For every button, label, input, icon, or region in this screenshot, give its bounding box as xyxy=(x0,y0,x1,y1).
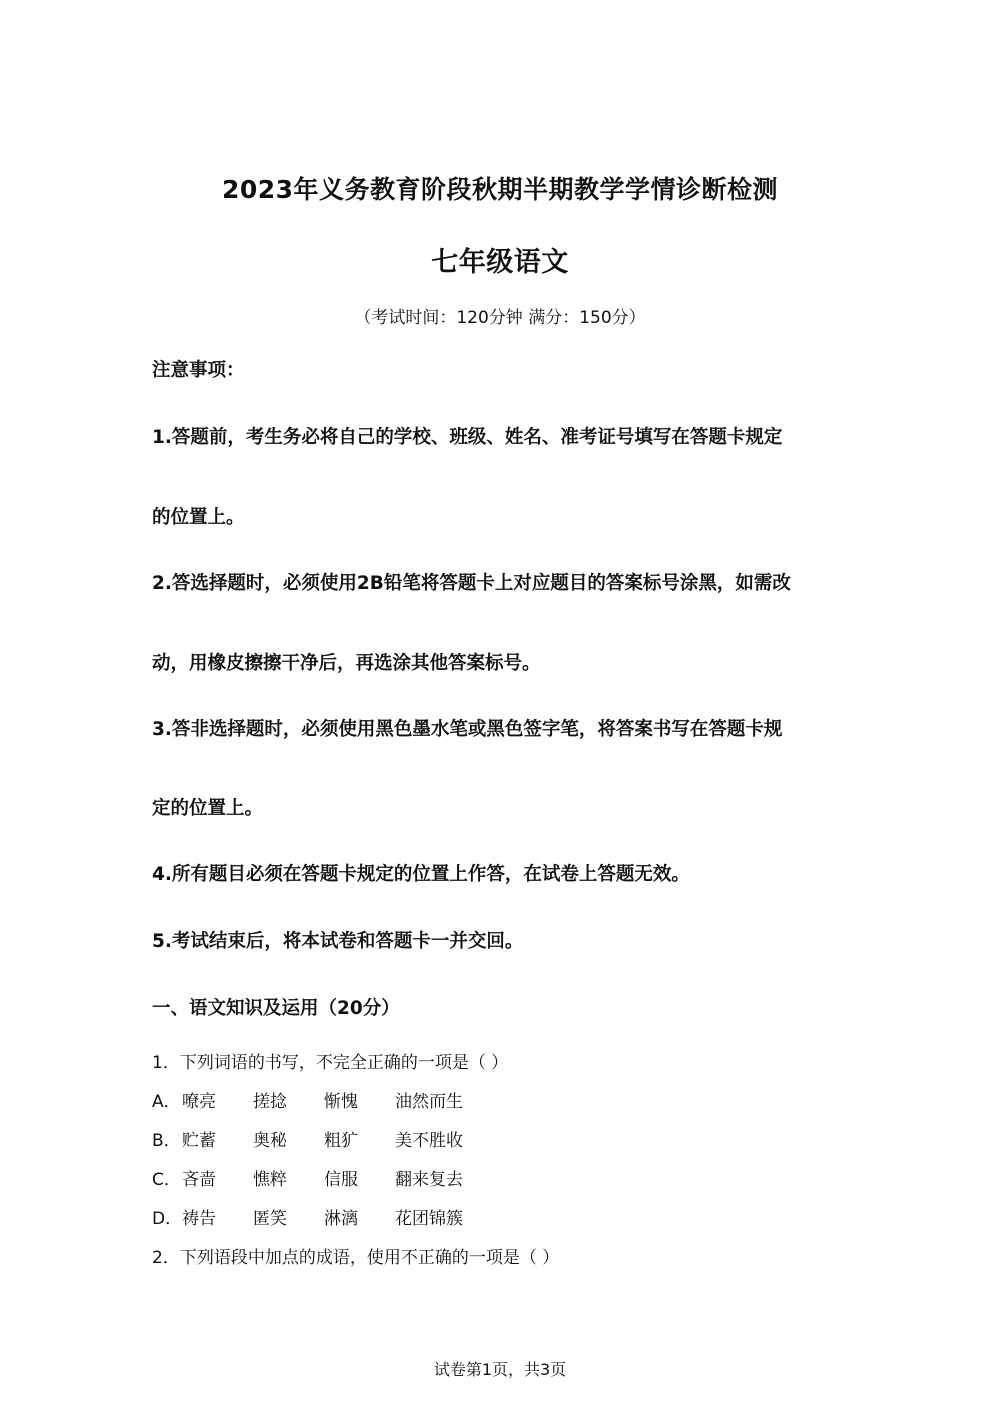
option-word: 奥秘 xyxy=(253,1131,287,1151)
option-word: 吝啬 xyxy=(182,1170,216,1190)
page-footer: 试卷第1页，共3页 xyxy=(433,1360,567,1379)
option-label: A． xyxy=(152,1092,181,1112)
notice-item-4: 4.所有题目必须在答题卡规定的位置上作答，在试卷上答题无效。 xyxy=(152,864,690,885)
notice-item-2-line2: 动，用橡皮擦擦干净后，再选涂其他答案标号。 xyxy=(152,653,541,674)
question-1-stem: 1．下列词语的书写，不完全正确的一项是（ ） xyxy=(152,1053,509,1073)
option-label: D． xyxy=(152,1209,183,1229)
option-word: 信服 xyxy=(324,1170,358,1190)
notice-item-3-line1: 3.答非选择题时，必须使用黑色墨水笔或黑色签字笔，将答案书写在答题卡规 xyxy=(152,719,783,740)
option-word: 淋漓 xyxy=(324,1209,358,1229)
notice-item-1-line2: 的位置上。 xyxy=(152,507,245,528)
question-1-option-b xyxy=(152,1126,466,1151)
option-word: 搓捻 xyxy=(253,1092,287,1112)
option-word: 匿笑 xyxy=(253,1209,287,1229)
notice-item-2-line1: 2.答选择题时，必须使用2B铅笔将答题卡上对应题目的答案标号涂黑，如需改 xyxy=(152,573,791,594)
notice-item-5: 5.考试结束后，将本试卷和答题卡一并交回。 xyxy=(152,931,524,952)
question-1-option-c xyxy=(152,1165,466,1190)
option-word: 油然而生 xyxy=(395,1092,463,1112)
option-word: 美不胜收 xyxy=(395,1131,463,1151)
option-label: C． xyxy=(152,1170,181,1190)
option-label: B． xyxy=(152,1131,181,1151)
question-1-option-d xyxy=(152,1204,466,1229)
option-word: 翻来复去 xyxy=(395,1170,463,1190)
exam-title: 2023年义务教育阶段秋期半期教学学情诊断检测 xyxy=(221,175,779,204)
notice-item-3-line2: 定的位置上。 xyxy=(152,798,264,819)
exam-info: （考试时间：120分钟 满分：150分） xyxy=(354,308,646,328)
option-word: 粗犷 xyxy=(324,1131,358,1151)
section-heading: 一、语文知识及运用（20分） xyxy=(152,998,400,1019)
option-word: 憔粹 xyxy=(253,1170,287,1190)
option-word: 花团锦簇 xyxy=(395,1209,463,1229)
question-2-stem: 2．下列语段中加点的成语，使用不正确的一项是（ ） xyxy=(152,1248,560,1268)
option-word: 贮蓄 xyxy=(182,1131,216,1151)
exam-subtitle: 七年级语文 xyxy=(431,247,569,278)
notice-heading: 注意事项： xyxy=(152,360,245,381)
notice-item-1-line1: 1.答题前，考生务必将自己的学校、班级、姓名、准考证号填写在答题卡规定 xyxy=(152,427,783,448)
question-1-option-a xyxy=(152,1087,466,1112)
option-word: 祷告 xyxy=(182,1209,216,1229)
option-word: 嘹亮 xyxy=(182,1092,216,1112)
option-word: 惭愧 xyxy=(324,1092,358,1112)
